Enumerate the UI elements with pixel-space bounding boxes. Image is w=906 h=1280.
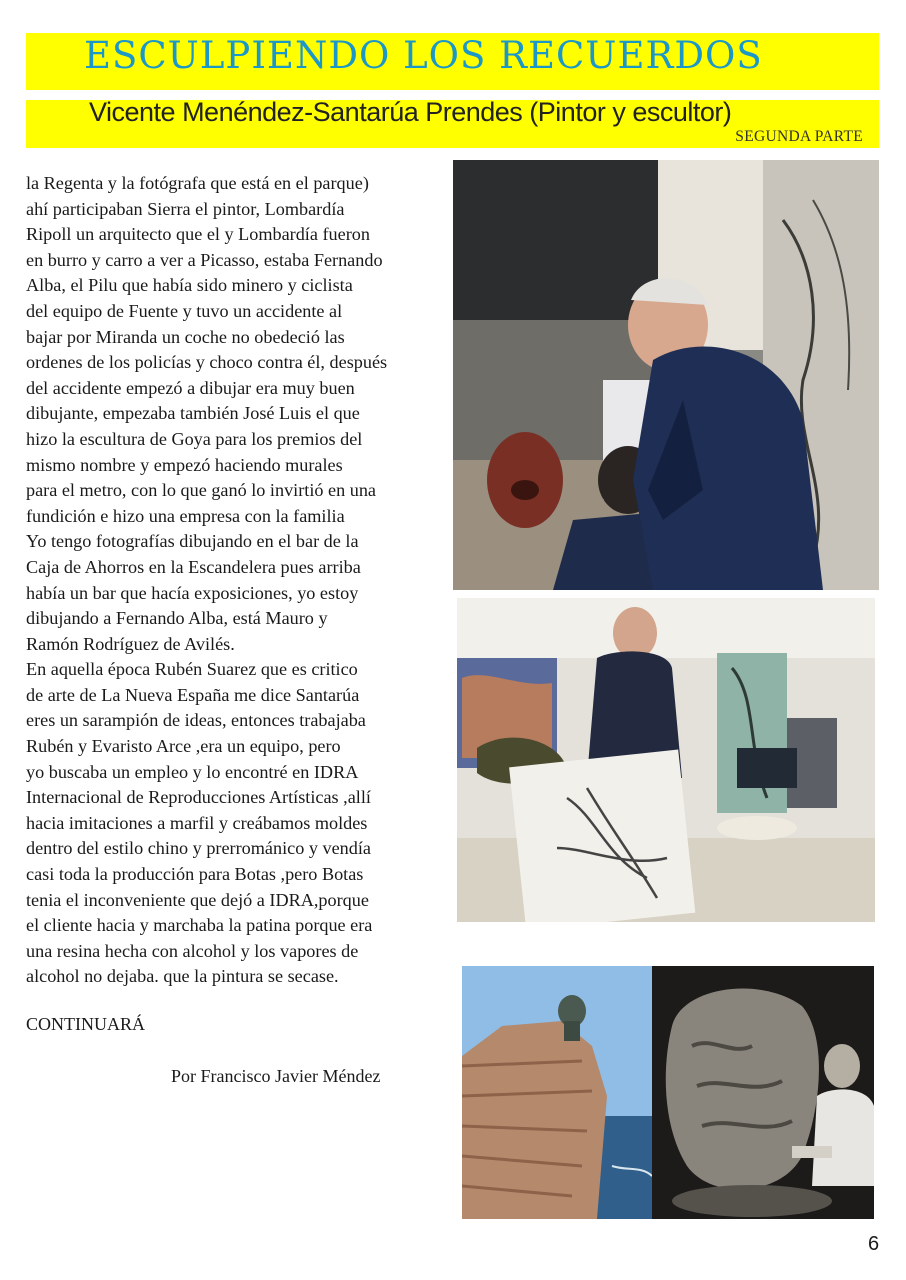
- page-number: 6: [868, 1233, 880, 1255]
- article-line: para el metro, con lo que ganó lo invirtió en una: [26, 480, 377, 501]
- article-line: del equipo de Fuente y tuvo un accidente al: [26, 300, 343, 321]
- article-line: fundición e hizo una empresa con la familia: [26, 505, 345, 526]
- article-line: Ripoll un arquitecto que el y Lombardía fueron: [26, 224, 370, 245]
- article-line: Alba, el Pilu que había sido minero y ciclista: [26, 275, 353, 296]
- photo-workshop-sculptor: [453, 160, 879, 590]
- article-line: yo buscaba un empleo y lo encontré en IDRA: [26, 761, 359, 782]
- subtitle-banner: [26, 97, 879, 148]
- article-line: bajar por Miranda un coche no obedeció las: [26, 326, 345, 347]
- article-body: [26, 171, 456, 990]
- article-line: dibujante, empezaba también José Luis el que: [26, 403, 360, 424]
- article-line: una resina hecha con alcohol y los vapores de: [26, 940, 359, 961]
- article-line: dentro del estilo chino y prerrománico y vendía: [26, 838, 371, 859]
- article-line: Internacional de Reproducciones Artísticas ,allí: [26, 787, 371, 808]
- article-line: mismo nombre y empezó haciendo murales: [26, 454, 343, 475]
- article-line: ahí participaban Sierra el pintor, Lombardía: [26, 198, 345, 219]
- article-line: de arte de La Nueva España me dice Santarúa: [26, 684, 360, 705]
- article-line: En aquella época Rubén Suarez que es critico: [26, 659, 358, 680]
- article-line: eres un sarampión de ideas, entonces trabajaba: [26, 710, 366, 731]
- continued-label: CONTINUARÁ: [26, 1014, 145, 1034]
- article-line: en burro y carro a ver a Picasso, estaba Fernando: [26, 249, 383, 270]
- photo-cliff-sculpture: [462, 966, 652, 1219]
- article-line: ordenes de los policías y choco contra él, después: [26, 352, 388, 373]
- article-line: del accidente empezó a dibujar era muy buen: [26, 377, 355, 398]
- part-label: SEGUNDA PARTE: [735, 128, 863, 145]
- article-line: alcohol no dejaba. que la pintura se secase.: [26, 966, 339, 987]
- photo-bw-artist-sculpture: [652, 966, 874, 1219]
- article-line: hizo la escultura de Goya para los premios del: [26, 428, 363, 449]
- article-line: tenia el inconveniente que dejó a IDRA,porque: [26, 889, 369, 910]
- article-line: Yo tengo fotografías dibujando en el bar de la: [26, 531, 359, 552]
- article-line: Caja de Ahorros en la Escandelera pues arriba: [26, 556, 361, 577]
- article-subtitle: Vicente Menéndez-Santarúa Prendes (Pintor y escultor): [89, 97, 732, 127]
- article-line: había un bar que hacía exposiciones, yo estoy: [26, 582, 359, 603]
- article-line: Ramón Rodríguez de Avilés.: [26, 633, 235, 654]
- photo-studio-drawing: [457, 598, 875, 922]
- article-line: la Regenta y la fotógrafa que está en el parque): [26, 173, 369, 193]
- article-line: Rubén y Evaristo Arce ,era un equipo, pero: [26, 736, 341, 757]
- article-line: casi toda la producción para Botas ,pero Botas: [26, 864, 364, 885]
- byline: Por Francisco Javier Méndez: [171, 1066, 381, 1086]
- article-line: el cliente hacia y marchaba la patina porque era: [26, 915, 373, 936]
- page-title: ESCULPIENDO LOS RECUERDOS: [84, 34, 763, 77]
- title-banner: [26, 33, 879, 90]
- article-line: hacia imitaciones a marfil y creábamos moldes: [26, 812, 368, 833]
- article-line: dibujando a Fernando Alba, está Mauro y: [26, 608, 328, 629]
